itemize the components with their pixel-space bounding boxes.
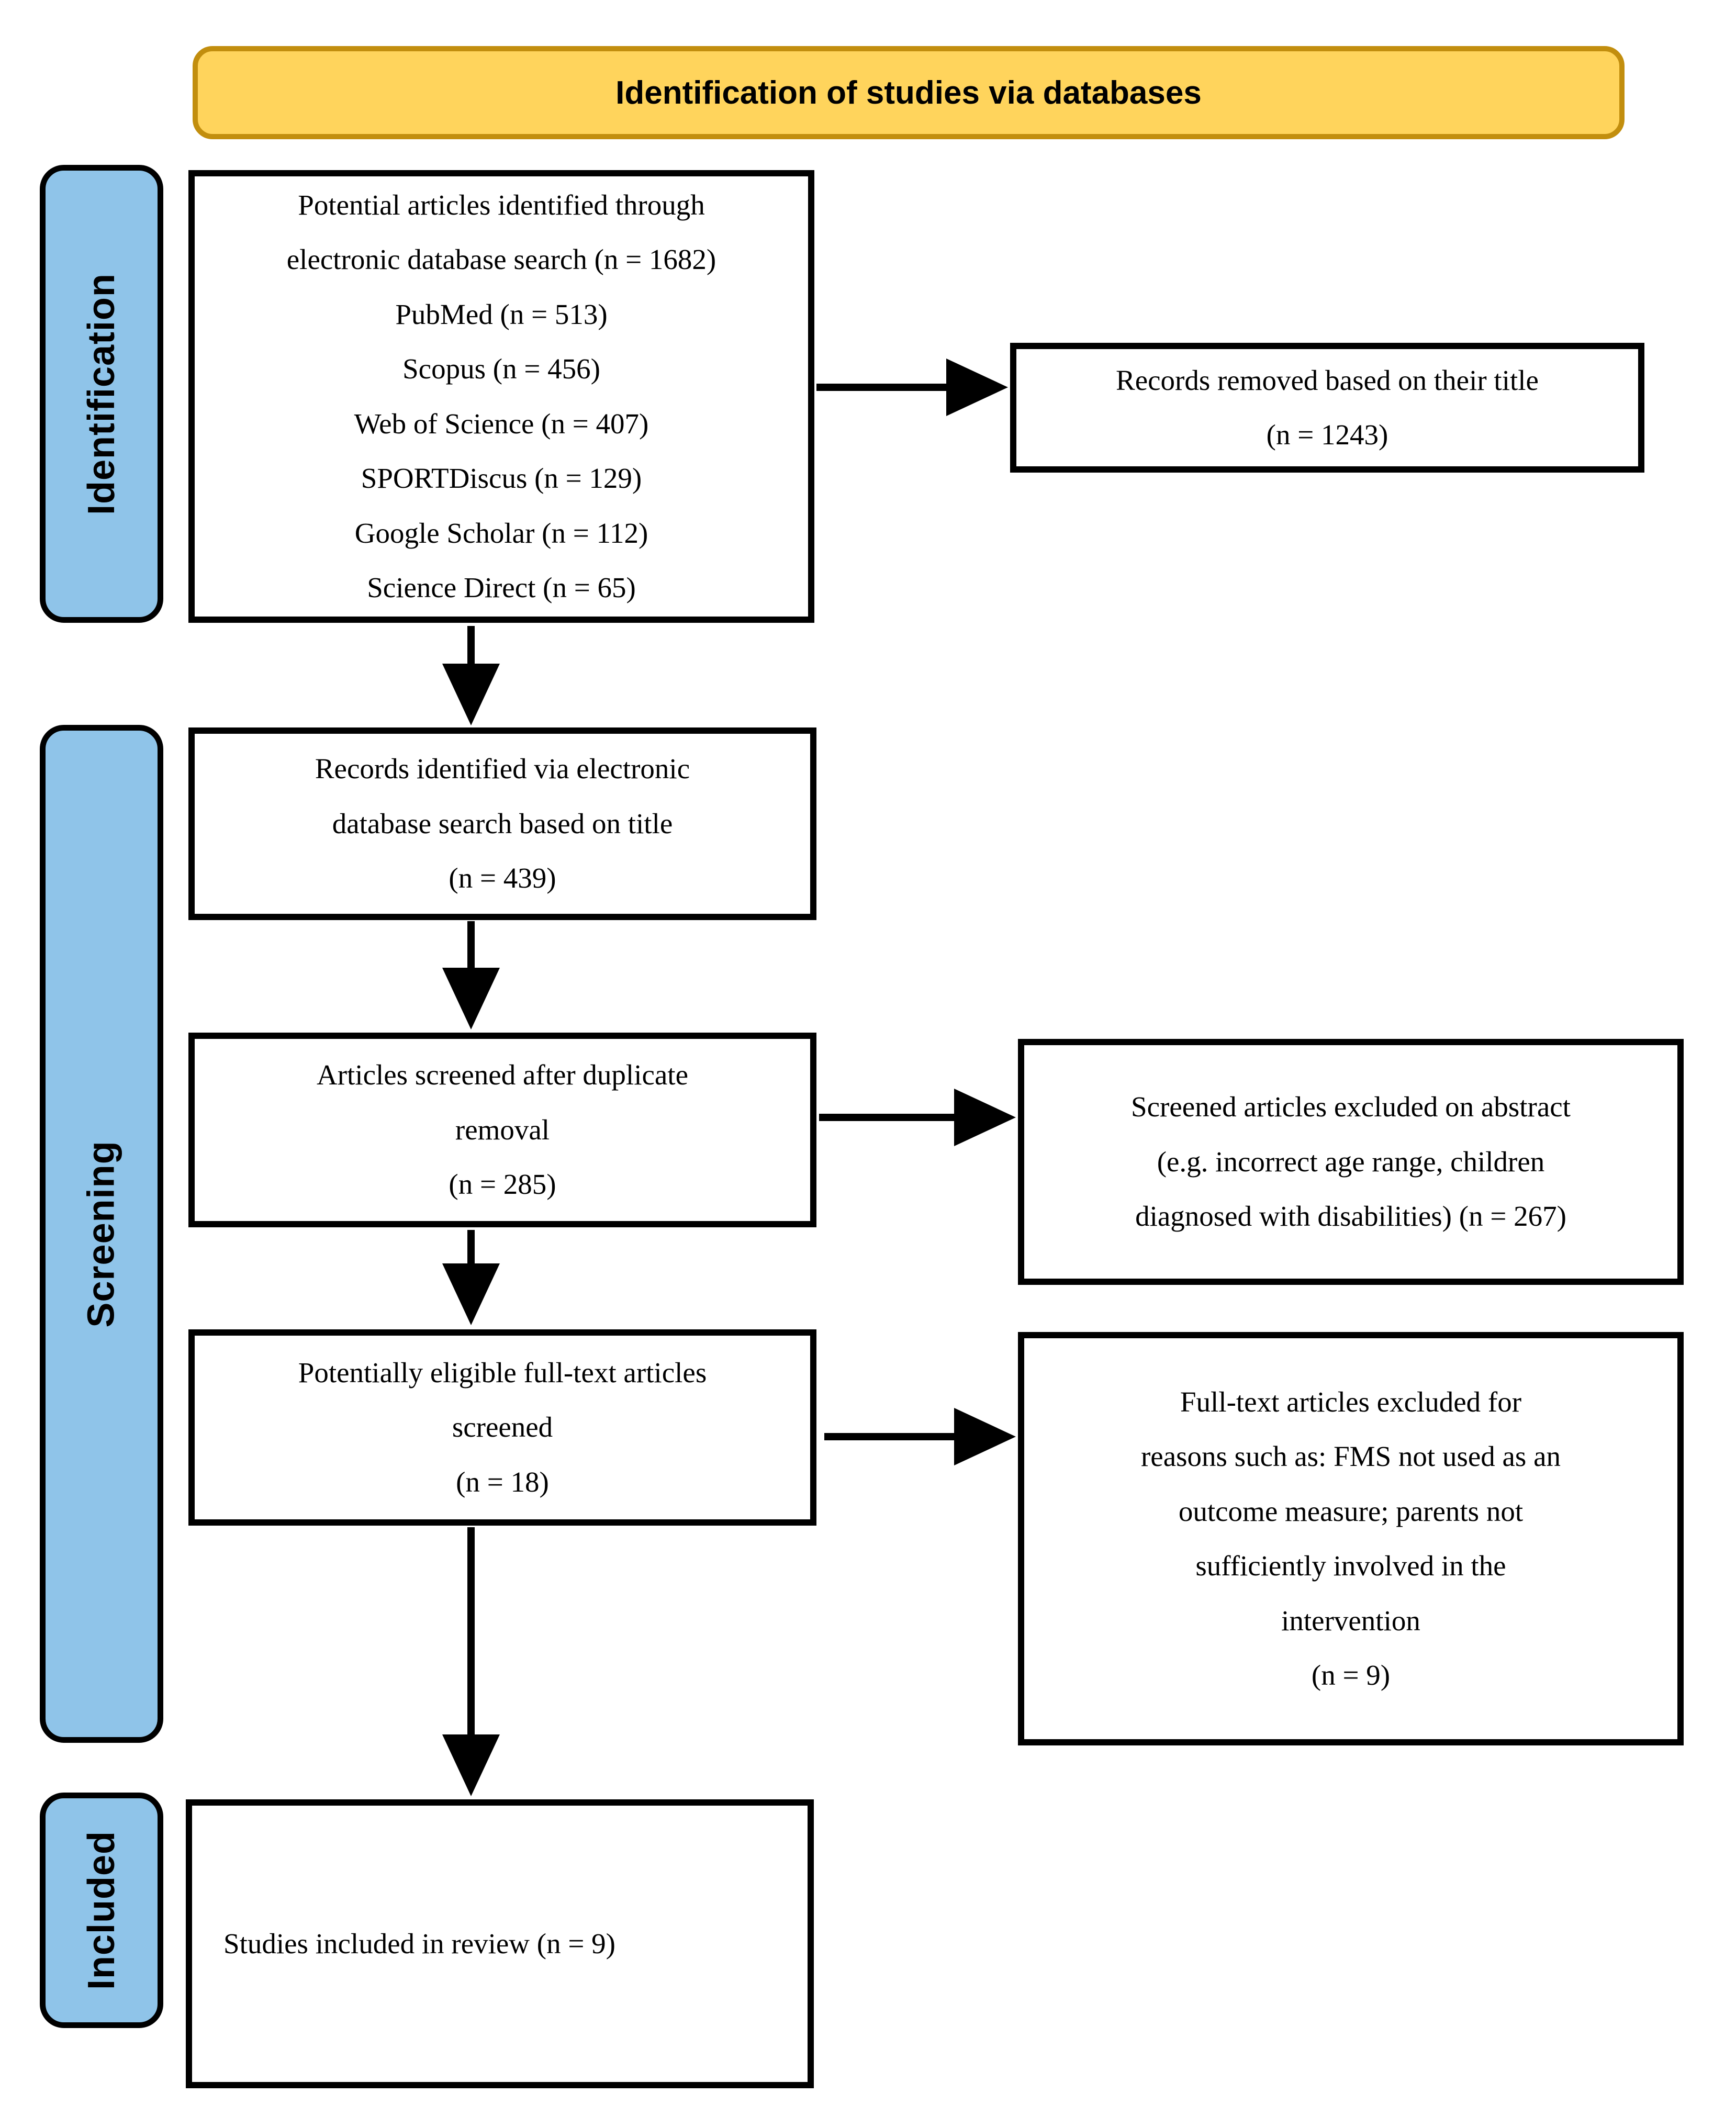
arrow-identified-to-removed-title (816, 359, 1008, 416)
text-line: (n = 9) (1311, 1659, 1391, 1691)
text-line: Articles screened after duplicate (316, 1059, 689, 1091)
text-line: Google Scholar (n = 112) (354, 517, 648, 549)
stage-included-label: Included (81, 1830, 123, 1990)
text-line: Science Direct (n = 65) (367, 572, 636, 603)
text-line: Potential articles identified through (298, 188, 705, 221)
box-excluded-on-abstract (1018, 1039, 1684, 1285)
box-records-removed-title (1010, 343, 1644, 473)
text-line: Scopus (n = 456) (402, 353, 600, 385)
arrow-identified-to-title-screened (442, 626, 500, 725)
arrow-duplicates-to-excluded-abstract (819, 1089, 1016, 1146)
text-line: (n = 18) (456, 1465, 549, 1498)
box-records-identified (188, 170, 814, 623)
text-line: (n = 285) (449, 1168, 556, 1201)
stage-screening (40, 725, 163, 1743)
text-line: Records removed based on their title (1116, 364, 1539, 396)
box-studies-included (186, 1799, 814, 2088)
arrow-title-screened-to-duplicates (442, 921, 500, 1029)
stage-included (40, 1793, 163, 2028)
diagram-title-banner (193, 46, 1625, 139)
box-screened-after-duplicates (188, 1033, 816, 1227)
text-line: (e.g. incorrect age range, children (1157, 1145, 1545, 1178)
arrow-duplicates-to-fulltext (442, 1230, 500, 1325)
text-line: (n = 439) (449, 862, 556, 894)
text-line: outcome measure; parents not (1178, 1495, 1524, 1527)
box-excluded-fulltext (1018, 1332, 1684, 1745)
arrow-fulltext-to-excluded-fulltext (824, 1408, 1016, 1465)
stage-identification-label: Identification (81, 273, 122, 515)
text-line: Full-text articles excluded for (1180, 1385, 1522, 1418)
text-line: screened (452, 1411, 553, 1443)
text-line: intervention (1281, 1604, 1420, 1637)
text-line: reasons such as: FMS not used as an (1140, 1440, 1561, 1472)
text-line: (n = 1243) (1266, 419, 1388, 451)
text-line: Screened articles excluded on abstract (1131, 1091, 1571, 1123)
text-line: sufficiently involved in the (1195, 1550, 1506, 1582)
box-fulltext-screened (188, 1329, 816, 1526)
text-line: database search based on title (332, 807, 673, 839)
text-line: Records identified via electronic (315, 753, 690, 785)
text-line: electronic database search (n = 1682) (286, 243, 716, 275)
text-line: Studies included in review (n = 9) (223, 1927, 615, 1960)
box-records-title-screened (188, 727, 816, 920)
text-line: Potentially eligible full-text articles (298, 1356, 707, 1389)
diagram-title: Identification of studies via databases (615, 74, 1202, 111)
text-line: SPORTDiscus (n = 129) (361, 462, 642, 494)
text-line: diagnosed with disabilities) (n = 267) (1135, 1200, 1566, 1233)
stage-identification (40, 165, 163, 623)
arrow-fulltext-to-included (442, 1527, 500, 1796)
stage-screening-label: Screening (81, 1140, 122, 1328)
text-line: PubMed (n = 513) (395, 298, 608, 330)
text-line: removal (455, 1113, 550, 1146)
text-line: Web of Science (n = 407) (354, 407, 649, 440)
